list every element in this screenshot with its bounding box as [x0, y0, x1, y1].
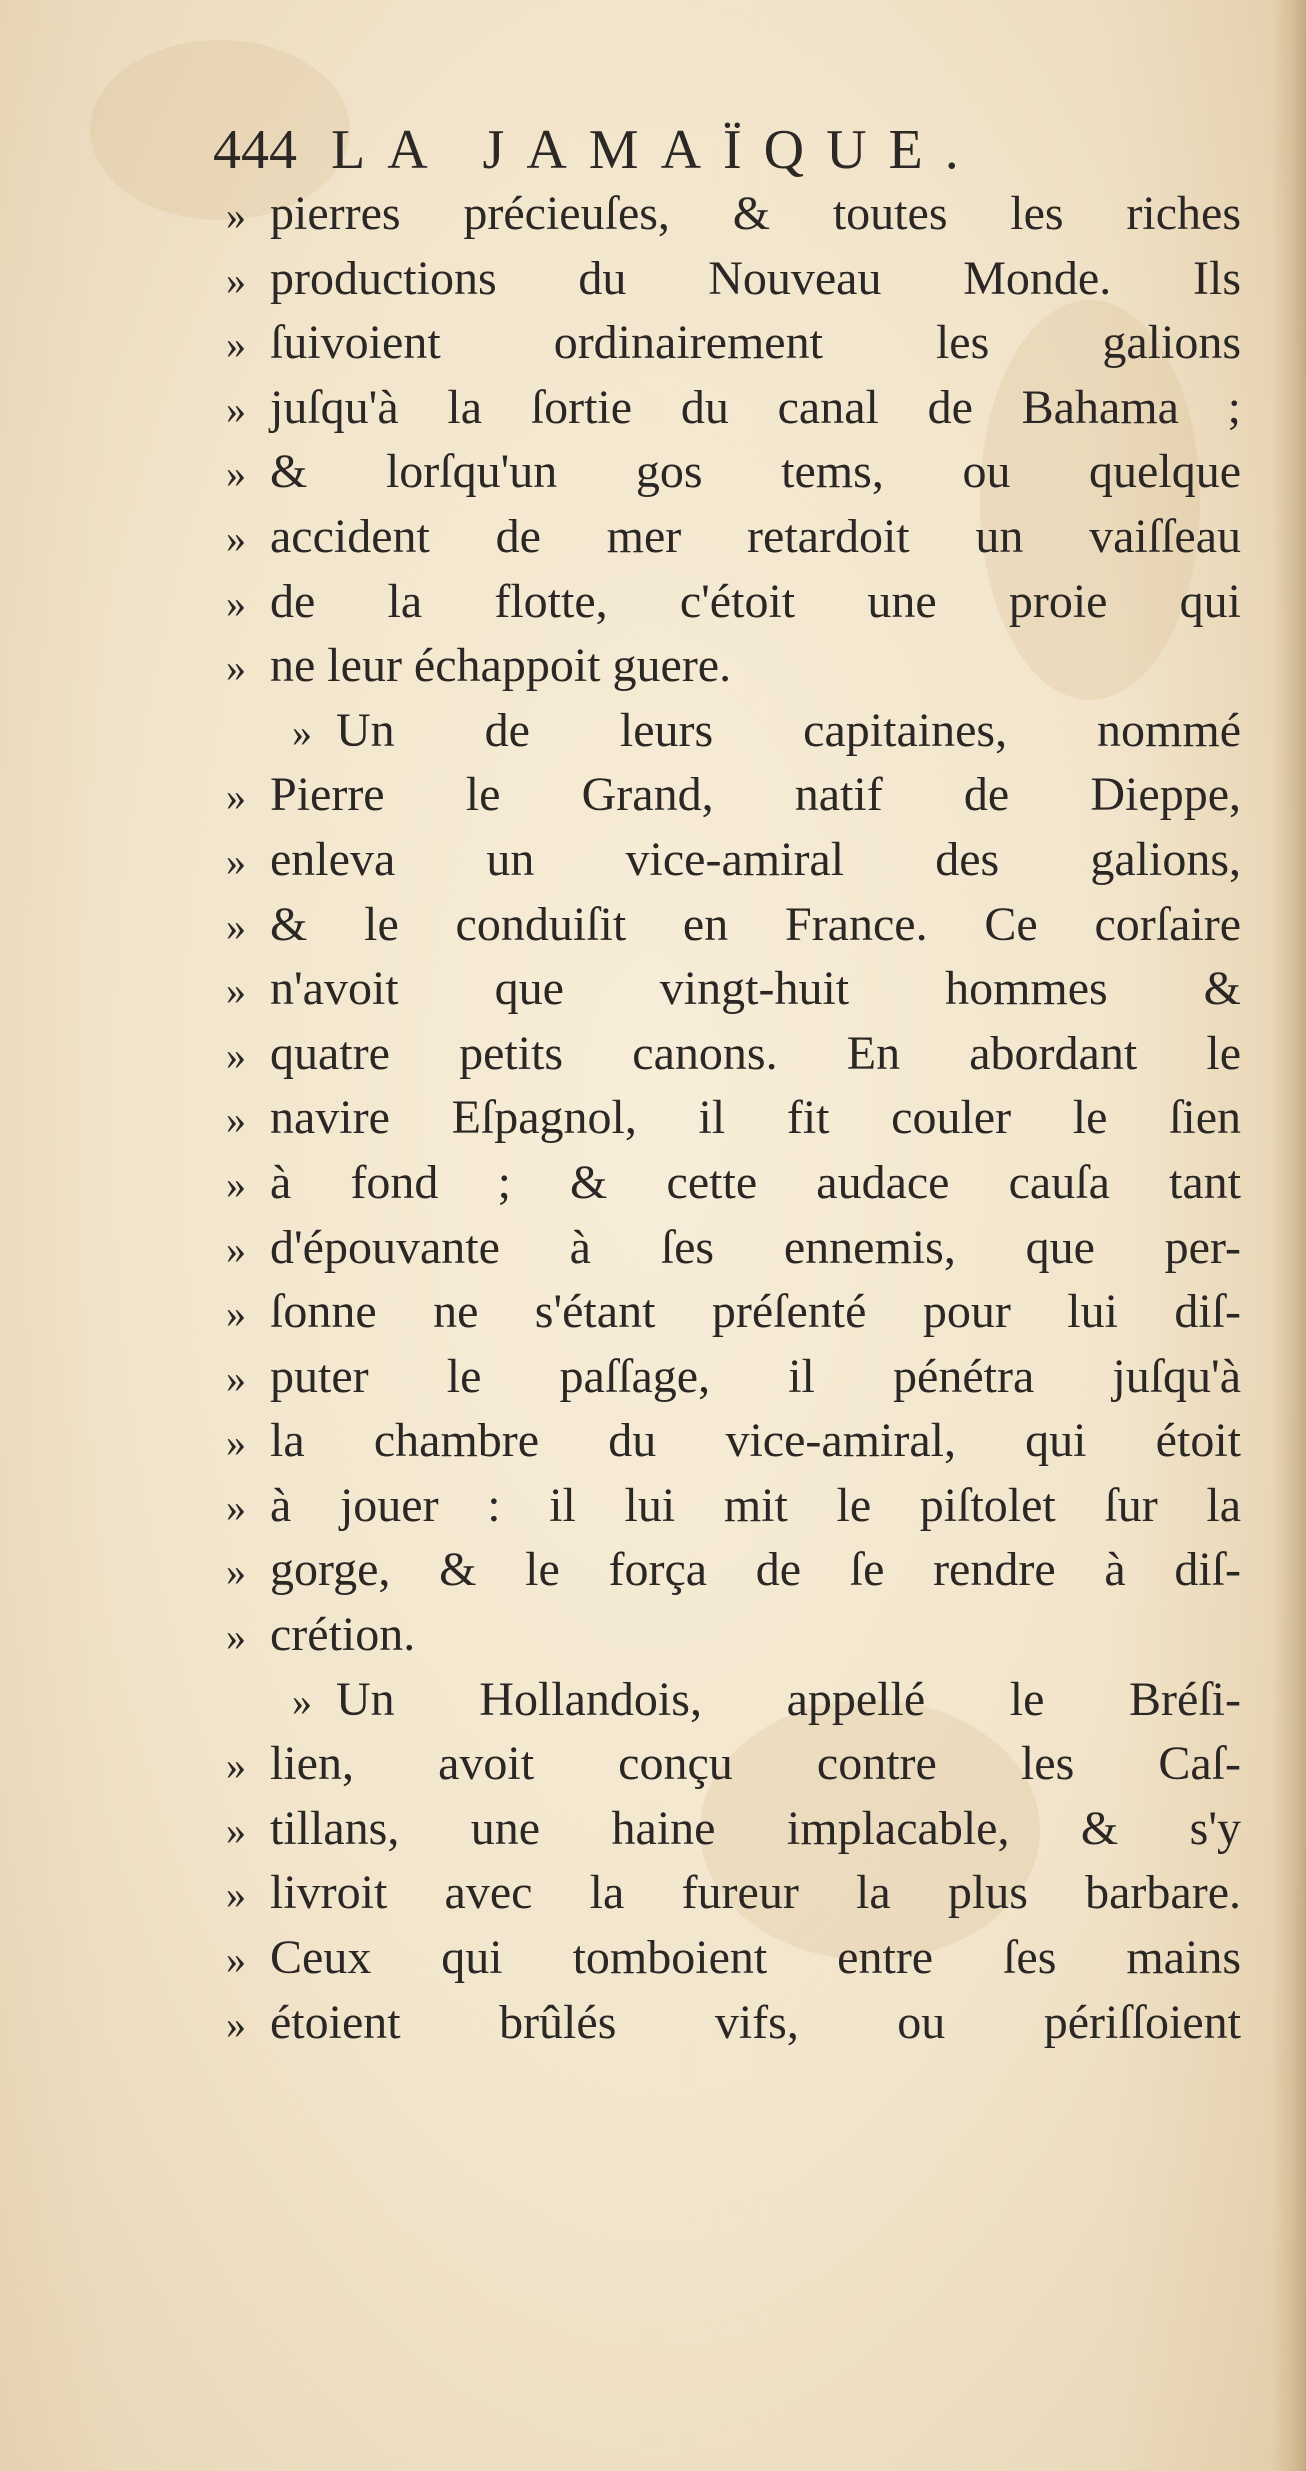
text-line [226, 1732, 1241, 1797]
text-line [226, 1861, 1241, 1926]
text-line [226, 893, 1241, 958]
quotation-mark: » [226, 968, 246, 1014]
quotation-mark: » [226, 322, 246, 368]
line-text: juſqu'à la ſortie du canal de Bahama ; [270, 380, 1241, 434]
quotation-mark: » [226, 451, 246, 497]
quotation-mark: » [292, 709, 312, 755]
quotation-mark: » [226, 1097, 246, 1143]
line-text: lien, avoit conçu contre les Caſ- [270, 1737, 1241, 1791]
line-text: crétion. [270, 1608, 416, 1662]
text-line [226, 957, 1241, 1022]
quotation-mark: » [226, 645, 246, 691]
quotation-mark: » [226, 1291, 246, 1337]
text-line [226, 1151, 1241, 1216]
quotation-mark: » [226, 1420, 246, 1466]
quotation-mark: » [226, 2001, 246, 2047]
quotation-mark: » [226, 1226, 246, 1272]
quotation-mark: » [226, 903, 246, 949]
line-text: pierres précieuſes, & toutes les riches [270, 187, 1241, 240]
line-text: tillans, une haine implacable, & s'y [270, 1801, 1241, 1855]
text-line [226, 311, 1241, 376]
text-line [226, 1409, 1241, 1474]
text-line [226, 505, 1241, 570]
quotation-mark: » [226, 580, 246, 626]
text-line [226, 1280, 1241, 1345]
line-text: enleva un vice-amiral des galions, [270, 832, 1241, 886]
line-text: d'épouvante à ſes ennemis, que per- [270, 1220, 1241, 1274]
line-text: à jouer : il lui mit le piſtolet ſur la [270, 1478, 1241, 1532]
page-number: 444 [213, 119, 297, 181]
text-line [226, 1474, 1241, 1539]
text-line [226, 1022, 1241, 1087]
line-text: productions du Nouveau Monde. Ils [270, 251, 1241, 305]
text-line [226, 699, 1241, 764]
line-text: Pierre le Grand, natif de Dieppe, [270, 768, 1241, 822]
line-text: ne leur échappoit guere. [270, 639, 732, 693]
quotation-mark: » [226, 1484, 246, 1530]
line-text: & lorſqu'un gos tems, ou quelque [270, 445, 1241, 499]
line-text: n'avoit que vingt-huit hommes & [270, 962, 1241, 1016]
quotation-mark: » [226, 1614, 246, 1660]
line-text: Un Hollandois, appellé le Bréſi- [336, 1672, 1241, 1726]
quotation-mark: » [226, 1355, 246, 1401]
line-text: quatre petits canons. En abordant le [270, 1026, 1241, 1080]
text-line [226, 247, 1241, 312]
text-line [226, 1991, 1241, 2056]
line-text: livroit avec la fureur la plus barbare. [270, 1866, 1241, 1920]
line-text: puter le paſſage, il pénétra juſqu'à [270, 1349, 1241, 1403]
quotation-mark: » [226, 1032, 246, 1078]
line-text: & le conduiſit en France. Ce corſaire [270, 897, 1241, 951]
quotation-mark: » [226, 1937, 246, 1983]
quotation-mark: » [226, 1549, 246, 1595]
quotation-mark: » [226, 1807, 246, 1853]
quotation-mark: » [226, 774, 246, 820]
text-line [226, 1926, 1241, 1991]
line-text: de la flotte, c'étoit une proie qui [270, 574, 1241, 628]
text-line [226, 440, 1241, 505]
text-line [226, 570, 1241, 635]
text-line [226, 634, 1241, 699]
line-text: accident de mer retardoit un vaiſſeau [270, 509, 1241, 563]
text-line [226, 1538, 1241, 1603]
text-line [226, 1216, 1241, 1281]
quotation-mark: » [226, 386, 246, 432]
line-text: Un de leurs capitaines, nommé [336, 703, 1241, 757]
quotation-mark: » [226, 193, 246, 238]
quotation-mark: » [226, 257, 246, 303]
quotation-mark: » [226, 838, 246, 884]
text-line [226, 1668, 1241, 1733]
line-text: à fond ; & cette audace cauſa tant [270, 1155, 1241, 1209]
line-text: ſuivoient ordinairement les galions [270, 316, 1241, 370]
quotation-mark: » [226, 1161, 246, 1207]
text-line [226, 376, 1241, 441]
line-text: étoient brûlés vifs, ou périſſoient [270, 1995, 1241, 2049]
text-line [226, 182, 1241, 247]
text-line [226, 763, 1241, 828]
quotation-mark: » [226, 1872, 246, 1918]
text-line [226, 1345, 1241, 1410]
body-text [226, 182, 1241, 2055]
running-header [213, 118, 981, 188]
line-text: navire Eſpagnol, il fit couler le ſien [270, 1091, 1241, 1145]
page-edge-shadow [1272, 0, 1306, 2471]
line-text: Ceux qui tomboient entre ſes mains [270, 1931, 1241, 1985]
quotation-mark: » [292, 1678, 312, 1724]
line-text: ſonne ne s'étant préſenté pour lui diſ- [270, 1285, 1241, 1339]
text-line [226, 1086, 1241, 1151]
running-title: LA JAMAÏQUE. [331, 119, 981, 181]
quotation-mark: » [226, 1743, 246, 1789]
text-line [226, 1603, 1241, 1668]
line-text: gorge, & le força de ſe rendre à diſ- [270, 1543, 1241, 1597]
text-line [226, 828, 1241, 893]
quotation-mark: » [226, 515, 246, 561]
line-text: la chambre du vice-amiral, qui étoit [270, 1414, 1241, 1468]
text-line [226, 1797, 1241, 1862]
